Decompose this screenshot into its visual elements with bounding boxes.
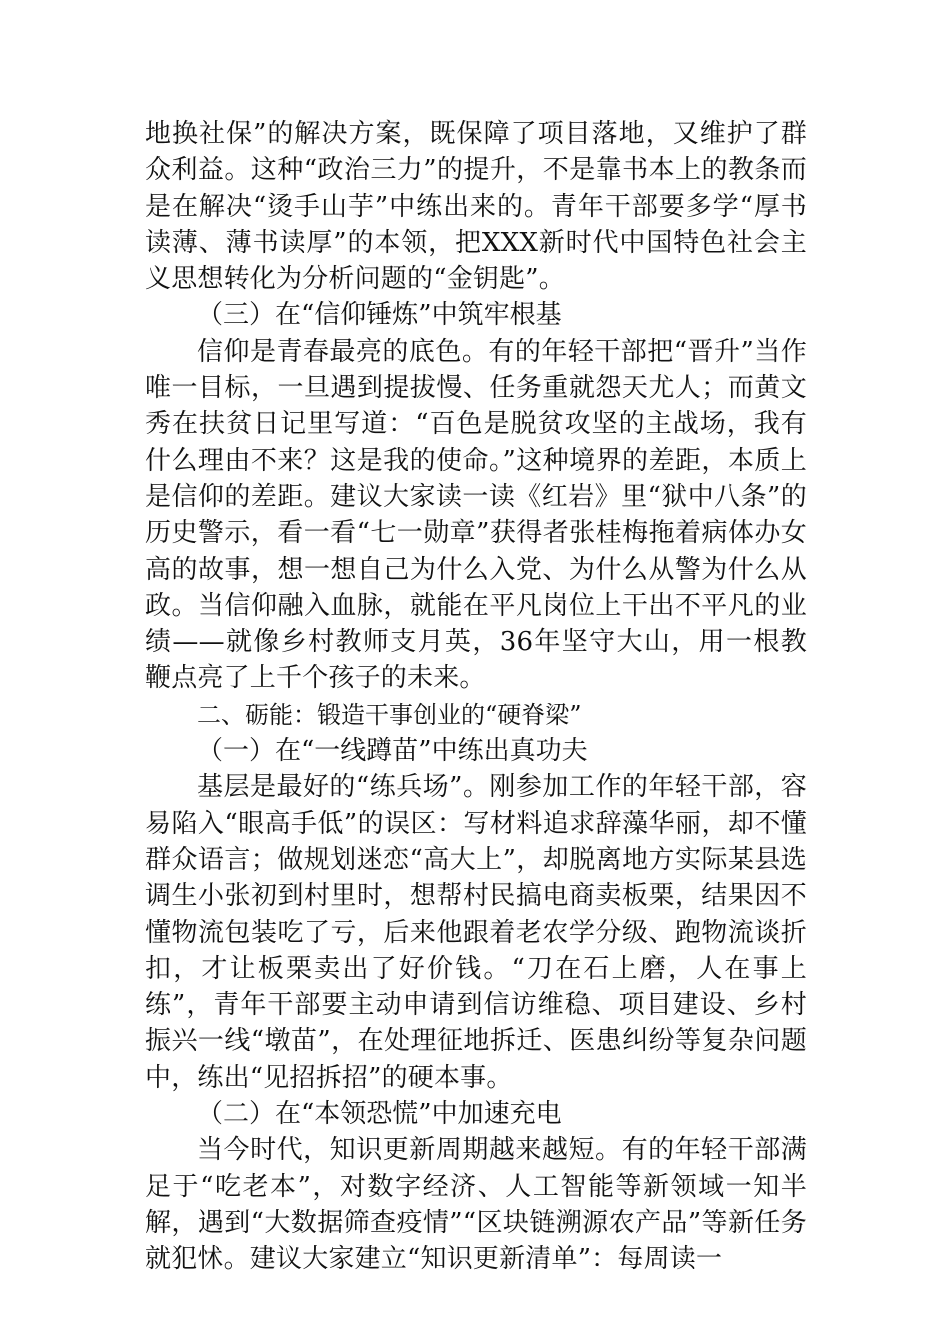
paragraph-grassroots: 基层是最好的“练兵场”。刚参加工作的年轻干部，容易陷入“眼高手低”的误区：写材料追求辞藻华丽，却不懂群众语言；做规划迷恋“高大上”，却脱离地方实际某县选调生小张初到村里时，想帮村民搞电商卖板栗，结果因不懂物流包装吃了亏，后来他跟着老农学分级、跑物流谈折扣，才让板栗卖出了好价钱。“刀在石上磨，人在事上练”，青年干部要主动申请到信访维稳、项目建设、乡村振兴一线“墩苗”，在处理征地拆迁、医患纠纷等复杂问题中，练出“见招拆招”的硬本事。 bbox=[145, 772, 807, 1093]
document-page bbox=[145, 116, 807, 1278]
chapter-heading-ability: 二、砺能：锻造干事创业的“硬脊梁” bbox=[197, 700, 582, 729]
paragraph-faith: 信仰是青春最亮的底色。有的年轻干部把“晋升”当作唯一目标，一旦遇到提拔慢、任务重就怨天尤人；而黄文秀在扶贫日记里写道：“百色是脱贫攻坚的主战场，我有什么理由不来？这是我的使命。”这种境界的差距，本质上是信仰的差距。建议大家读一读《红岩》里“狱中八条”的历史警示，看一看“七一勋章”获得者张桂梅拖着病体办女高的故事，想一想自己为什么入党、为什么从警为什么从政。当信仰融入血脉，就能在平凡岗位上干出不平凡的业绩——就像乡村教师支月英，36年坚守大山，用一根教鞭点亮了上千个孩子的未来。 bbox=[145, 336, 807, 694]
paragraph-political-ability-conclusion: 地换社保”的解决方案，既保障了项目落地，又维护了群众利益。这种“政治三力”的提升，不是靠书本上的教条而是在解决“烫手山芋”中练出来的。青年干部要多学“厚书读薄、薄书读厚”的本领，把XXX新时代中国特色社会主义思想转化为分析问题的“金钥匙”。 bbox=[145, 119, 807, 295]
paragraph-learning: 当今时代，知识更新周期越来越短。有的年轻干部满足于“吃老本”，对数字经济、人工智能等新领域一知半解，遇到“大数据筛查疫情”“区块链溯源农产品”等新任务就犯怵。建议大家建立“知识更新清单”：每周读一 bbox=[145, 1135, 807, 1275]
section-heading-learning: （二）在“本领恐慌”中加速充电 bbox=[197, 1099, 562, 1130]
section-heading-faith: （三）在“信仰锤炼”中筑牢根基 bbox=[197, 300, 562, 331]
section-heading-grassroots: （一）在“一线蹲苗”中练出真功夫 bbox=[197, 736, 588, 767]
